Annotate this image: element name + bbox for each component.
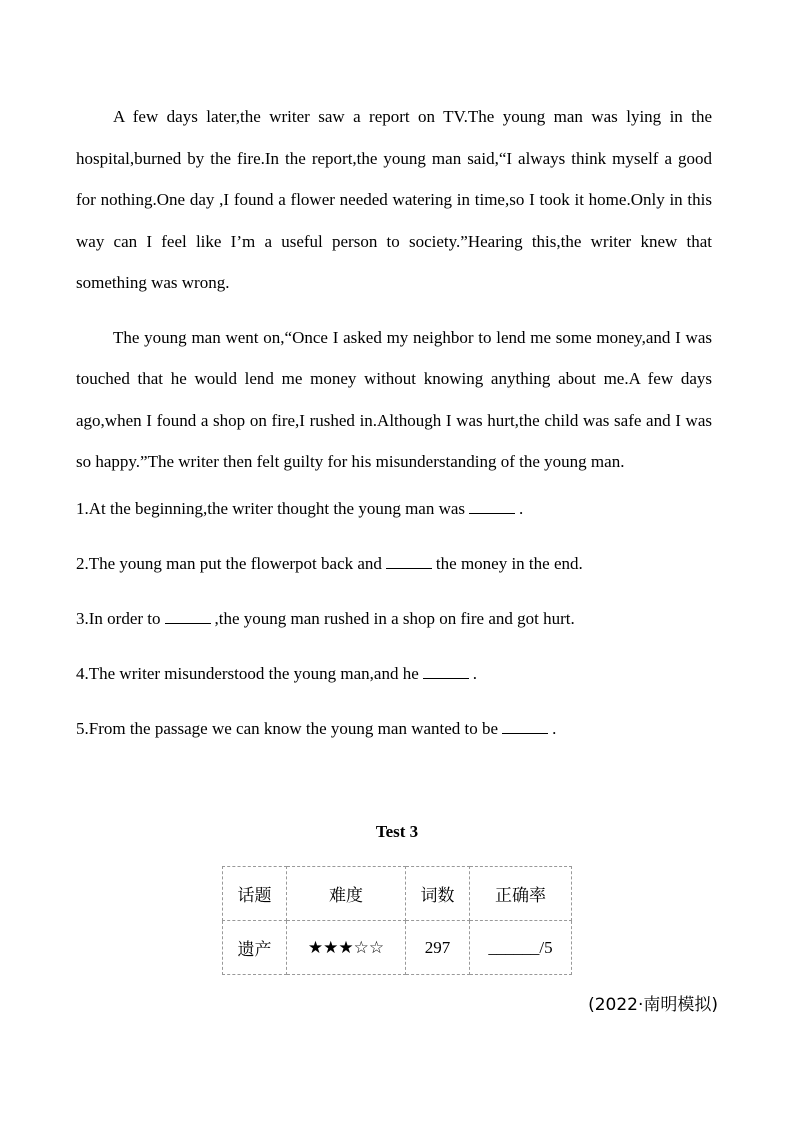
header-word-count: 词数 — [406, 867, 470, 921]
question-2: 2.The young man put the flowerpot back and the money in the end. — [76, 553, 583, 573]
table-header-row — [223, 867, 572, 921]
question-4: 4.The writer misunderstood the young man,and he . — [76, 663, 478, 683]
header-accuracy: 正确率 — [470, 867, 572, 921]
question-5: 5.From the passage we can know the young man wanted to be . — [76, 718, 557, 738]
answer-blank-4[interactable] — [423, 664, 469, 679]
test-info-table — [222, 866, 572, 975]
table-row — [223, 921, 572, 975]
cell-accuracy[interactable]: ______/5 — [470, 921, 572, 975]
paragraph-2: The young man went on,“Once I asked my neighbor to lend me some money,and I was touched that he would lend me money without knowing anything about me.A few days ago,when I found a shop on fire,I rushed in.Although I was hurt,the child was safe and I was so happy.”The writer then felt guilty for his misunderstanding of the young man. — [76, 327, 712, 471]
passage-area — [76, 96, 712, 772]
source-note: (2022·南明模拟) — [588, 995, 718, 1015]
answer-blank-3[interactable] — [165, 609, 211, 624]
header-topic: 话题 — [223, 867, 287, 921]
answer-blank-1[interactable] — [469, 499, 515, 514]
question-list — [76, 497, 712, 741]
header-difficulty: 难度 — [287, 867, 406, 921]
question-3: 3.In order to ,the young man rushed in a shop on fire and got hurt. — [76, 608, 575, 628]
cell-topic: 遗产 — [223, 921, 287, 975]
answer-blank-2[interactable] — [386, 554, 432, 569]
test-title: Test 3 — [375, 822, 419, 841]
question-1: 1.At the beginning,the writer thought the young man was . — [76, 498, 524, 518]
paragraph-1: A few days later,the writer saw a report on TV.The young man was lying in the hospital,burned by the fire.In the report,the young man said,“I always think myself a good for nothing.One day ,I found a flower needed watering in time,so I took it home.Only in this way can I feel like I’m a useful person to society.”Hearing this,the writer knew that something was wrong. — [76, 107, 712, 292]
cell-difficulty-stars: ★★★☆☆ — [287, 921, 406, 975]
answer-blank-5[interactable] — [502, 719, 548, 734]
cell-word-count: 297 — [406, 921, 470, 975]
